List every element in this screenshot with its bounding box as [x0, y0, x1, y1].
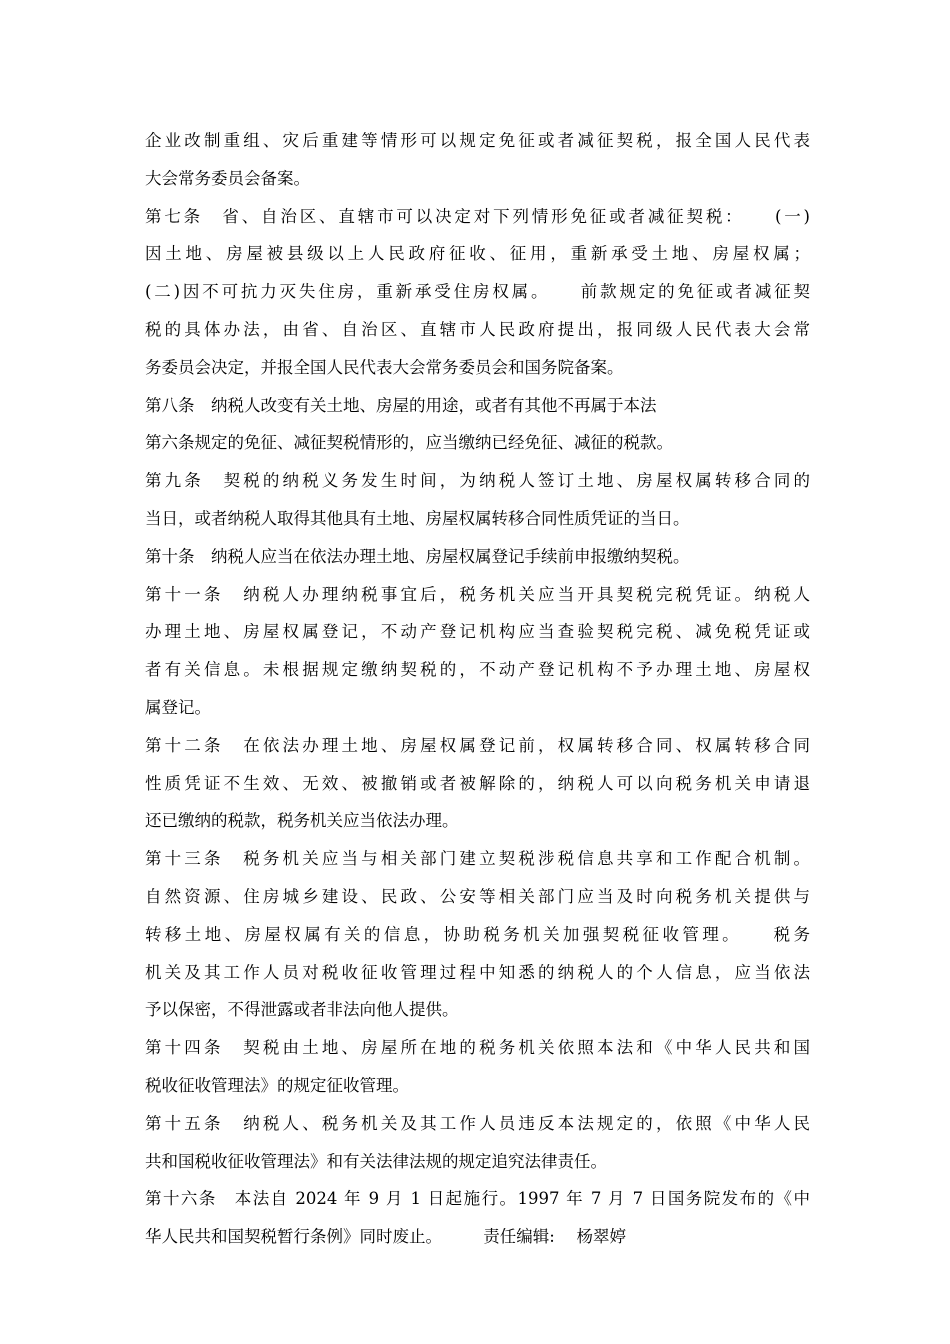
text-line: 第七条 省、自治区、直辖市可以决定对下列情形免征或者减征契税： (一): [145, 206, 810, 226]
text-line: 者有关信息。未根据规定缴纳契税的，不动产登记机构不予办理土地、房屋权: [145, 660, 810, 680]
text-line: 第六条规定的免征、减征契税情形的，应当缴纳已经免征、减征的税款。: [145, 433, 673, 453]
text-line: 第十五条 纳税人、税务机关及其工作人员违反本法规定的，依照《中华人民: [145, 1113, 810, 1133]
text-line: 自然资源、住房城乡建设、民政、公安等相关部门应当及时向税务机关提供与: [145, 886, 810, 906]
document-body: [145, 122, 810, 1256]
text-line: 共和国税收征收管理法》和有关法律法规的规定追究法律责任。: [145, 1151, 607, 1171]
text-line: 企业改制重组、灾后重建等情形可以规定免征或者减征契税，报全国人民代表: [145, 131, 810, 150]
text-line: 第十三条 税务机关应当与相关部门建立契税涉税信息共享和工作配合机制。: [145, 849, 810, 869]
text-line: 第十六条 本法自 2024 年 9 月 1 日起施行。1997 年 7 月 7 日国务院发布的《中: [145, 1189, 810, 1209]
text-line: 办理土地、房屋权属登记，不动产登记机构应当查验契税完税、减免税凭证或: [145, 622, 810, 642]
text-line: 转移土地、房屋权属有关的信息，协助税务机关加强契税征收管理。 税务: [145, 924, 810, 944]
text-line: 务委员会决定，并报全国人民代表大会常务委员会和国务院备案。: [145, 357, 624, 377]
text-line: (二)因不可抗力灭失住房，重新承受住房权属。 前款规定的免征或者减征契: [145, 282, 810, 302]
text-line: 税收征收管理法》的规定征收管理。: [145, 1075, 409, 1095]
text-line: 性质凭证不生效、无效、被撤销或者被解除的，纳税人可以向税务机关申请退: [145, 773, 810, 793]
text-line: 大会常务委员会备案。: [145, 168, 310, 188]
text-line: 第十四条 契税由土地、房屋所在地的税务机关依照本法和《中华人民共和国: [145, 1038, 810, 1058]
text-line: 机关及其工作人员对税收征收管理过程中知悉的纳税人的个人信息，应当依法: [145, 962, 810, 982]
text-line: 当日，或者纳税人取得其他具有土地、房屋权属转移合同性质凭证的当日。: [145, 508, 690, 528]
text-line: 税的具体办法，由省、自治区、直辖市人民政府提出，报同级人民代表大会常: [145, 319, 810, 339]
text-line: 因土地、房屋被县级以上人民政府征收、征用，重新承受土地、房屋权属；: [145, 244, 810, 264]
text-line: 第十一条 纳税人办理纳税事宜后，税务机关应当开具契税完税凭证。纳税人: [145, 584, 810, 604]
text-line: 华人民共和国契税暂行条例》同时废止。 责任编辑: 杨翠婷: [145, 1227, 627, 1247]
text-line: 还已缴纳的税款，税务机关应当依法办理。: [145, 811, 459, 831]
text-line: 第十条 纳税人应当在依法办理土地、房屋权属登记手续前申报缴纳契税。: [145, 546, 690, 566]
text-line: 第九条 契税的纳税义务发生时间，为纳税人签订土地、房屋权属转移合同的: [145, 471, 810, 491]
text-line: 第十二条 在依法办理土地、房屋权属登记前，权属转移合同、权属转移合同: [145, 735, 810, 755]
text-line: 属登记。: [145, 697, 211, 717]
text-line: 第八条 纳税人改变有关土地、房屋的用途，或者有其他不再属于本法: [145, 395, 657, 415]
text-line: 予以保密，不得泄露或者非法向他人提供。: [145, 1000, 459, 1020]
